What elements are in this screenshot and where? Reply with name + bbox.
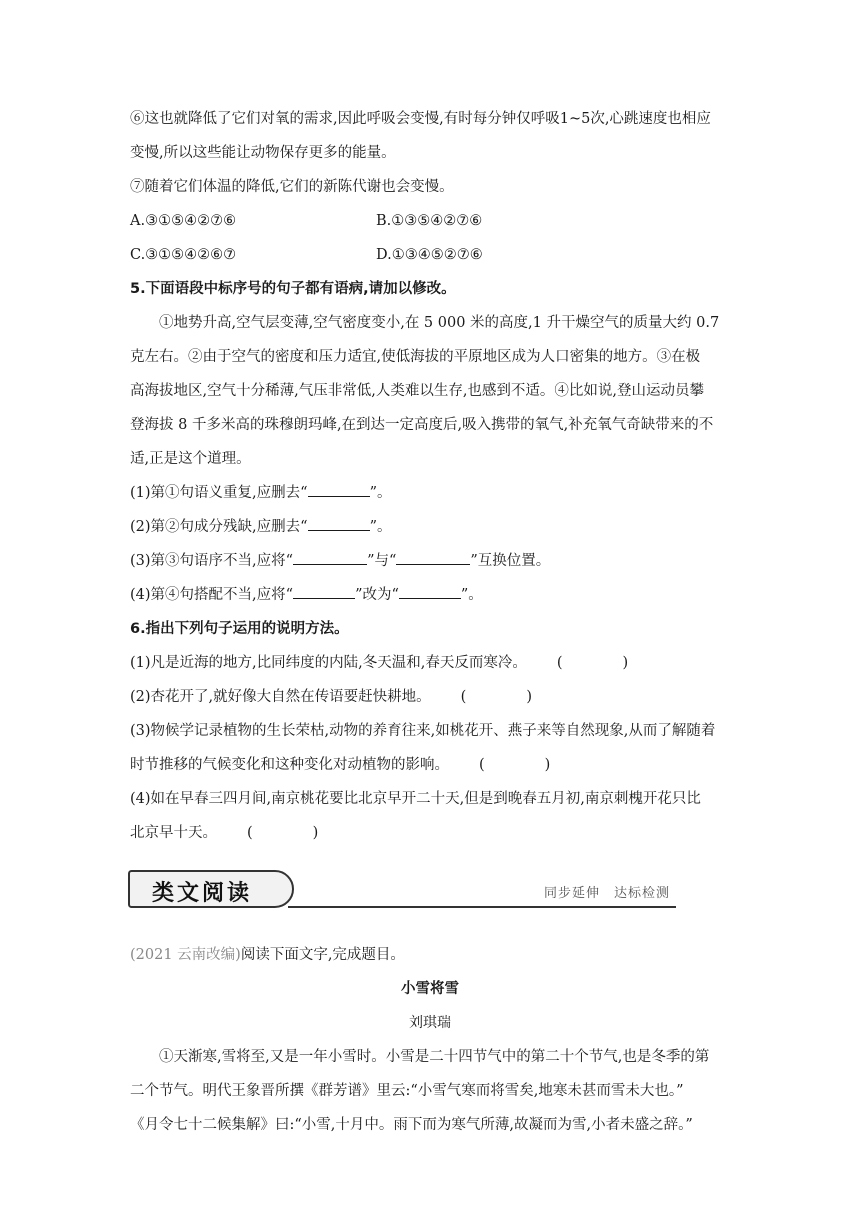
q5-item-2-text: (2)第②句成分残缺,应删去“ bbox=[130, 519, 308, 535]
banner-subtitle-2: 达标检测 bbox=[613, 886, 670, 901]
q4-sentence-7: ⑦随着它们体温的降低,它们的新陈代谢也会变慢。 bbox=[130, 179, 454, 195]
q5-item-4-mid: ”改为“ bbox=[355, 587, 399, 603]
q5-item-2 bbox=[130, 510, 730, 544]
q5-item-1-text: (1)第①句语义重复,应删去“ bbox=[130, 485, 308, 501]
q6-item-3-line-2 bbox=[130, 748, 730, 782]
paren-close: ) bbox=[622, 655, 629, 671]
q5-item-3-text: (3)第③句语序不当,应将“ bbox=[130, 553, 294, 569]
q6-item-3-line-1: (3)物候学记录植物的生长荣枯,动物的养育往来,如桃花开、燕子来等自然现象,从而了解随着 bbox=[130, 723, 716, 739]
q4-sentence-6-line-1: ⑥这也就降低了它们对氧的需求,因此呼吸会变慢,有时每分钟仅呼吸1~5次,心跳速度也相应 bbox=[130, 111, 711, 127]
banner-rule bbox=[288, 906, 676, 908]
answer-blank[interactable] bbox=[293, 584, 355, 599]
reading-paragraph-line-2: 二个节气。明代王象晋所撰《群芳谱》里云:“小雪气寒而将雪矣,地寒未甚而雪未大也。” bbox=[130, 1083, 684, 1099]
banner-tag bbox=[128, 870, 294, 908]
reading-author: 刘琪瑞 bbox=[409, 1015, 451, 1031]
q5-item-3 bbox=[130, 544, 730, 578]
banner-subtitle-1: 同步延伸 bbox=[543, 886, 600, 901]
q6-item-4-text: 北京早十天。 bbox=[130, 825, 217, 841]
q5-passage-line-1: ①地势升高,空气层变薄,空气密度变小,在 5 000 米的高度,1 升干燥空气的质量大约 0.7 bbox=[159, 315, 720, 331]
q5-item-2-end: ”。 bbox=[369, 519, 392, 535]
q6-item-3-text: 时节推移的气候变化和这种变化对动植物的影响。 bbox=[130, 757, 449, 773]
paren-open: ( bbox=[556, 655, 563, 671]
reading-instruction-text: 阅读下面文字,完成题目。 bbox=[240, 947, 405, 963]
option-c[interactable]: C.③①⑤④②⑥⑦ bbox=[130, 247, 237, 263]
q6-item-1 bbox=[130, 646, 730, 680]
option-d[interactable]: D.①③④⑤②⑦⑥ bbox=[376, 247, 483, 263]
paren-close: ) bbox=[526, 689, 532, 705]
q6-item-4-line-1: (4)如在早春三四月间,南京桃花要比北京早开二十天,但是到晚春五月初,南京刺槐开花只比 bbox=[130, 791, 701, 807]
q5-item-1 bbox=[130, 476, 730, 510]
answer-blank[interactable] bbox=[396, 550, 470, 565]
q4-options bbox=[130, 204, 730, 272]
q5-item-4-text: (4)第④句搭配不当,应将“ bbox=[130, 587, 294, 603]
banner-tag-label: 类文阅读 bbox=[152, 881, 253, 906]
q6-item-2-text: (2)杏花开了,就好像大自然在传语要赶快耕地。 bbox=[130, 689, 431, 705]
option-b[interactable]: B.①③⑤④②⑦⑥ bbox=[376, 213, 483, 229]
q5-passage-line-4: 登海拔 8 千多米高的珠穆朗玛峰,在到达一定高度后,吸入携带的氧气,补充氧气奇缺带来的不 bbox=[130, 417, 714, 433]
reading-paragraph-line-3: 《月令七十二候集解》曰:“小雪,十月中。雨下而为寒气所薄,故凝而为雪,小者未盛之辞。” bbox=[130, 1117, 693, 1133]
q6-item-2 bbox=[130, 680, 730, 714]
reading-paragraph-line-1: ①天渐寒,雪将至,又是一年小雪时。小雪是二十四节气中的第二十个节气,也是冬季的第 bbox=[159, 1049, 710, 1065]
q6-heading: 6.指出下列句子运用的说明方法。 bbox=[130, 621, 349, 637]
q6-item-1-text: (1)凡是近海的地方,比同纬度的内陆,冬天温和,春天反而寒冷。 bbox=[130, 655, 527, 671]
q5-passage-line-3: 高海拔地区,空气十分稀薄,气压非常低,人类难以生存,也感到不适。④比如说,登山运动员攀 bbox=[130, 383, 705, 399]
paren-close: ) bbox=[544, 757, 551, 773]
banner-subtitle bbox=[544, 882, 670, 901]
answer-blank[interactable] bbox=[308, 516, 370, 531]
q5-item-3-mid: ”与“ bbox=[367, 553, 397, 569]
worksheet-page bbox=[130, 102, 730, 1142]
q5-item-4 bbox=[130, 578, 730, 612]
reading-source: (2021 云南改编) bbox=[130, 947, 241, 963]
paren-open: ( bbox=[460, 689, 467, 705]
answer-blank[interactable] bbox=[293, 550, 367, 565]
q5-heading: 5.下面语段中标序号的句子都有语病,请加以修改。 bbox=[130, 281, 456, 297]
answer-blank[interactable] bbox=[399, 584, 461, 599]
option-a[interactable]: A.③①⑤④②⑦⑥ bbox=[130, 213, 237, 229]
paren-open: ( bbox=[247, 825, 253, 841]
q5-item-3-end: ”互换位置。 bbox=[470, 553, 551, 569]
q4-sentence-6-line-2: 变慢,所以这些能让动物保存更多的能量。 bbox=[130, 145, 396, 161]
section-banner bbox=[128, 870, 676, 914]
paren-close: ) bbox=[312, 825, 319, 841]
answer-blank[interactable] bbox=[308, 482, 370, 497]
q6-item-4-line-2 bbox=[130, 816, 730, 850]
q5-item-4-end: ”。 bbox=[460, 587, 483, 603]
reading-title: 小雪将雪 bbox=[401, 981, 459, 997]
q5-passage-line-2: 克左右。②由于空气的密度和压力适宜,使低海拔的平原地区成为人口密集的地方。③在极 bbox=[130, 349, 701, 365]
reading-instruction bbox=[130, 938, 730, 972]
q5-passage-line-5: 适,正是这个道理。 bbox=[130, 451, 251, 467]
paren-open: ( bbox=[479, 757, 485, 773]
q5-item-1-end: ”。 bbox=[369, 485, 392, 501]
